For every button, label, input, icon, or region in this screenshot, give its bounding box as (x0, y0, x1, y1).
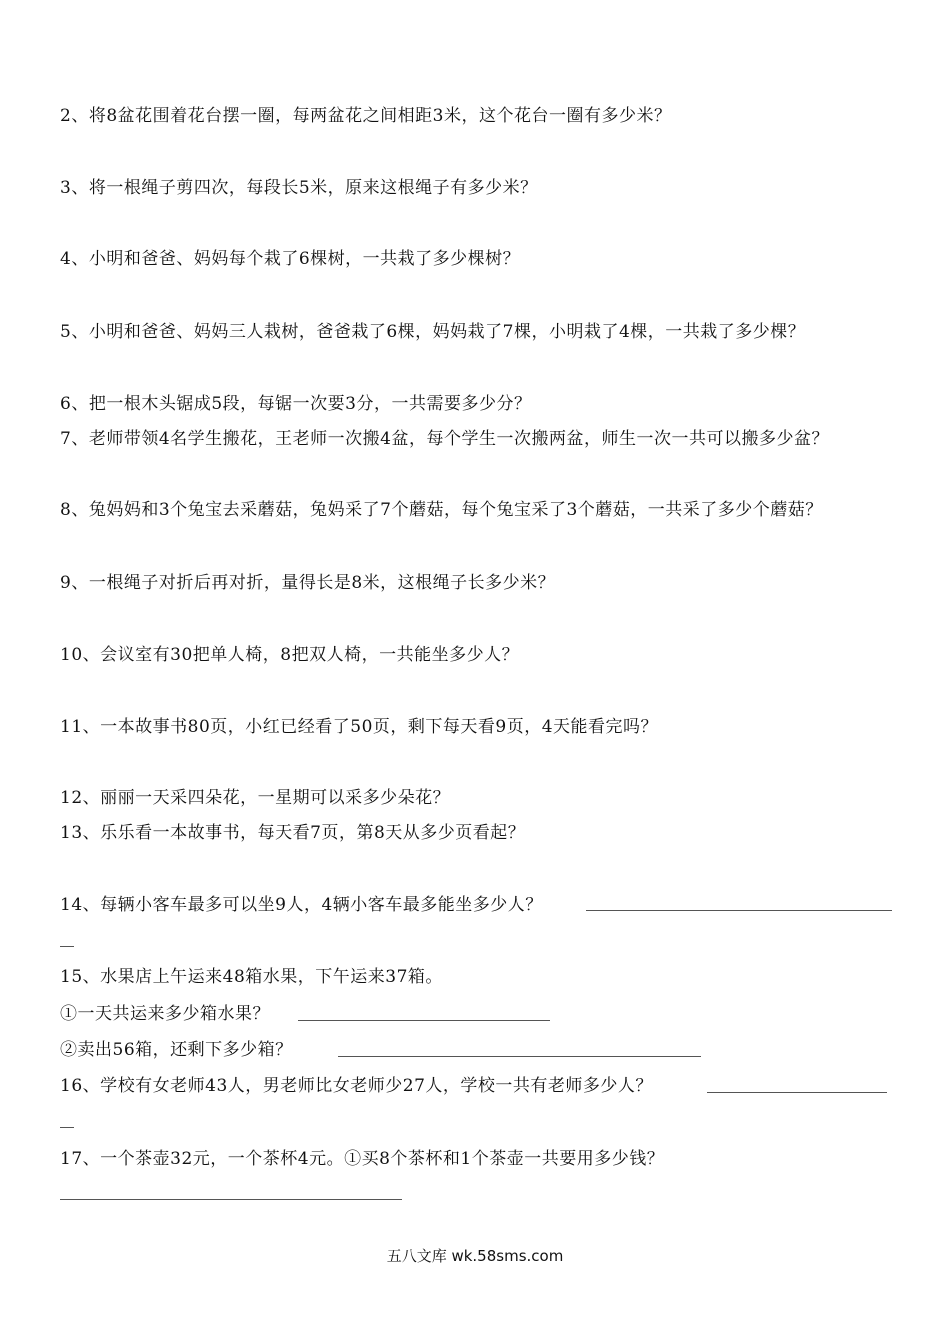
footer-watermark: 五八文库 wk.58sms.com (386, 1247, 564, 1265)
question-16: 16、学校有女老师43人，男老师比女老师少27人，学校一共有老师多少人？ (60, 1076, 653, 1096)
question-13: 13、乐乐看一本故事书，每天看7页，第8天从多少页看起？ (60, 823, 526, 843)
question-15: 15、水果店上午运来48箱水果，下午运来37箱。 (60, 967, 443, 987)
question-17: 17、一个茶壶32元，一个茶杯4元。①买8个茶杯和1个茶壶一共要用多少钱？ (60, 1149, 665, 1169)
question-12: 12、丽丽一天采四朵花，一星期可以采多少朵花？ (60, 788, 451, 808)
answer-blank-14-continued[interactable] (60, 946, 74, 947)
question-5: 5、小明和爸爸、妈妈三人栽树，爸爸栽了6棵，妈妈栽了7棵，小明栽了4棵，一共栽了多少棵？ (60, 322, 806, 342)
question-11: 11、一本故事书80页，小红已经看了50页，剩下每天看9页，4天能看完吗？ (60, 717, 659, 737)
question-7: 7、老师带领4名学生搬花，王老师一次搬4盆，每个学生一次搬两盆，师生一次一共可以搬多少盆？ (60, 429, 829, 449)
answer-blank-15-2[interactable] (338, 1056, 701, 1057)
answer-blank-17[interactable] (60, 1199, 402, 1200)
answer-blank-15-1[interactable] (298, 1020, 550, 1021)
question-9: 9、一根绳子对折后再对折，量得长是8米，这根绳子长多少米？ (60, 573, 556, 593)
question-15-part-2: ②卖出56箱，还剩下多少箱？ (60, 1040, 293, 1060)
question-10: 10、会议室有30把单人椅，8把双人椅，一共能坐多少人？ (60, 645, 520, 665)
question-2: 2、将8盆花围着花台摆一圈，每两盆花之间相距3米，这个花台一圈有多少米？ (60, 106, 672, 126)
question-3: 3、将一根绳子剪四次，每段长5米，原来这根绳子有多少米？ (60, 178, 538, 198)
question-15-part-1: ①一天共运来多少箱水果？ (60, 1004, 270, 1024)
question-8: 8、兔妈妈和3个兔宝去采蘑菇，兔妈采了7个蘑菇，每个兔宝采了3个蘑菇，一共采了多少个蘑菇？ (60, 500, 823, 520)
answer-blank-14[interactable] (586, 910, 892, 911)
answer-blank-16-continued[interactable] (60, 1127, 74, 1128)
question-14: 14、每辆小客车最多可以坐9人，4辆小客车最多能坐多少人？ (60, 895, 543, 915)
question-4: 4、小明和爸爸、妈妈每个栽了6棵树，一共栽了多少棵树？ (60, 249, 521, 269)
question-6: 6、把一根木头锯成5段，每锯一次要3分，一共需要多少分？ (60, 394, 532, 414)
answer-blank-16[interactable] (707, 1092, 887, 1093)
